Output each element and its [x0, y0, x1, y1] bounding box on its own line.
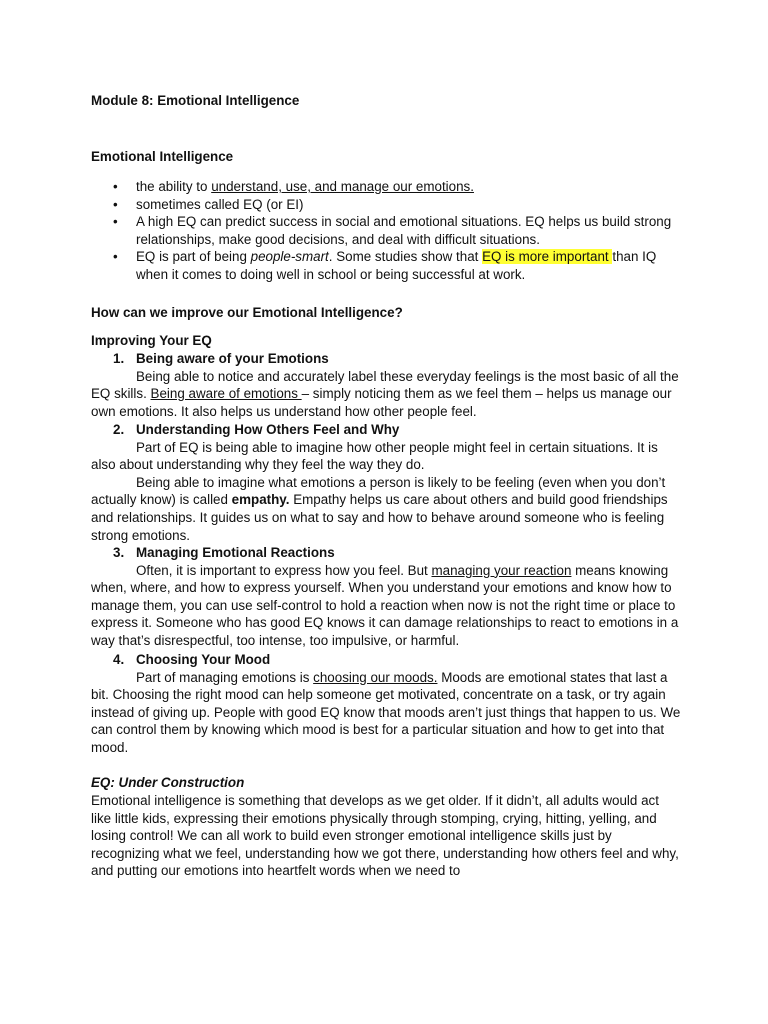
bullet-icon: •: [113, 196, 118, 212]
paragraph: Being able to notice and accurately label these everyday feelings is the most basic of all the EQ skills. Being aware of emotions – simply noticing them as we feel them – helps us manage our own emotions. It also helps us understand how other people feel.: [91, 368, 679, 419]
section-managing-reactions: [91, 544, 681, 650]
numbered-heading: 2. Understanding How Others Feel and Why: [113, 422, 400, 437]
section-heading-improve: How can we improve our Emotional Intelligence?: [91, 305, 403, 320]
numbered-heading: 4. Choosing Your Mood: [113, 652, 271, 667]
highlighted-text: EQ is more important: [482, 249, 613, 265]
numbered-heading: 3. Managing Emotional Reactions: [113, 545, 335, 560]
paragraph: Emotional intelligence is something that develops as we get older. If it didn’t, all adults would act like little kids, expressing their emotions physically through stomping, crying, hitting, yelling, and losing control! We can all work to build even stronger emotional intelligence skills just by recognizing what we feel, understanding how we got there, understanding how others feel and why, and putting our emotions into heartfelt words when we need to: [91, 793, 679, 879]
list-item: • sometimes called EQ (or EI): [113, 196, 304, 212]
bullet-icon: •: [113, 179, 118, 194]
section-being-aware: [91, 350, 681, 420]
list-item: • the ability to understand, use, and manage our emotions.: [113, 179, 474, 194]
section-understanding-others: [91, 421, 681, 544]
paragraph: Part of EQ is being able to imagine how other people might feel in certain situations. It is also about understanding why they feel the way they do.: [91, 439, 658, 473]
numbered-heading: 1. Being aware of your Emotions: [113, 351, 329, 366]
list-item: • A high EQ can predict success in social and emotional situations. EQ helps us build strong relationships, make good decisions, and deal with difficult situations.: [113, 214, 672, 247]
paragraph: Being able to imagine what emotions a person is likely to be feeling (even when you don’t actually know) is called empathy. Empathy helps us care about others and build good friendships and relationships. It guides us on what to say and how to behave around someone who is feeling strong emotions.: [91, 474, 668, 543]
section-heading-emotional-intelligence: Emotional Intelligence: [91, 149, 234, 164]
bullet-icon: •: [113, 214, 118, 230]
definition-bullet-list: [91, 178, 681, 284]
paragraph: Part of managing emotions is choosing our moods. Moods are emotional states that last a bit. Choosing the right mood can help someone get motivated, concentrate on a task, or try again instead of giving up. People with good EQ know that moods aren’t just things that happen to us. We can control them by knowing which mood is best for a particular situation and how to get into that mood.: [91, 669, 681, 755]
page-title: Module 8: Emotional Intelligence: [91, 93, 300, 108]
section-heading-improving-your-eq: Improving Your EQ: [91, 333, 212, 348]
list-item: • EQ is part of being people-smart. Some studies show that EQ is more important than IQ when it comes to doing well in school or being successful at work.: [113, 249, 657, 282]
bullet-icon: •: [113, 249, 118, 265]
section-heading-under-construction: EQ: Under Construction: [91, 775, 245, 790]
section-choosing-mood: [91, 651, 681, 757]
paragraph: Often, it is important to express how you feel. But managing your reaction means knowing when, where, and how to express yourself. When you understand your emotions and know how to manage them, you can use self-control to hold a reaction when now is not the right time or place to express it. Someone who has good EQ knows it can damage relationships to react to emotions in a way that’s disrespectful, too intense, too impulsive, or harmful.: [91, 562, 679, 648]
